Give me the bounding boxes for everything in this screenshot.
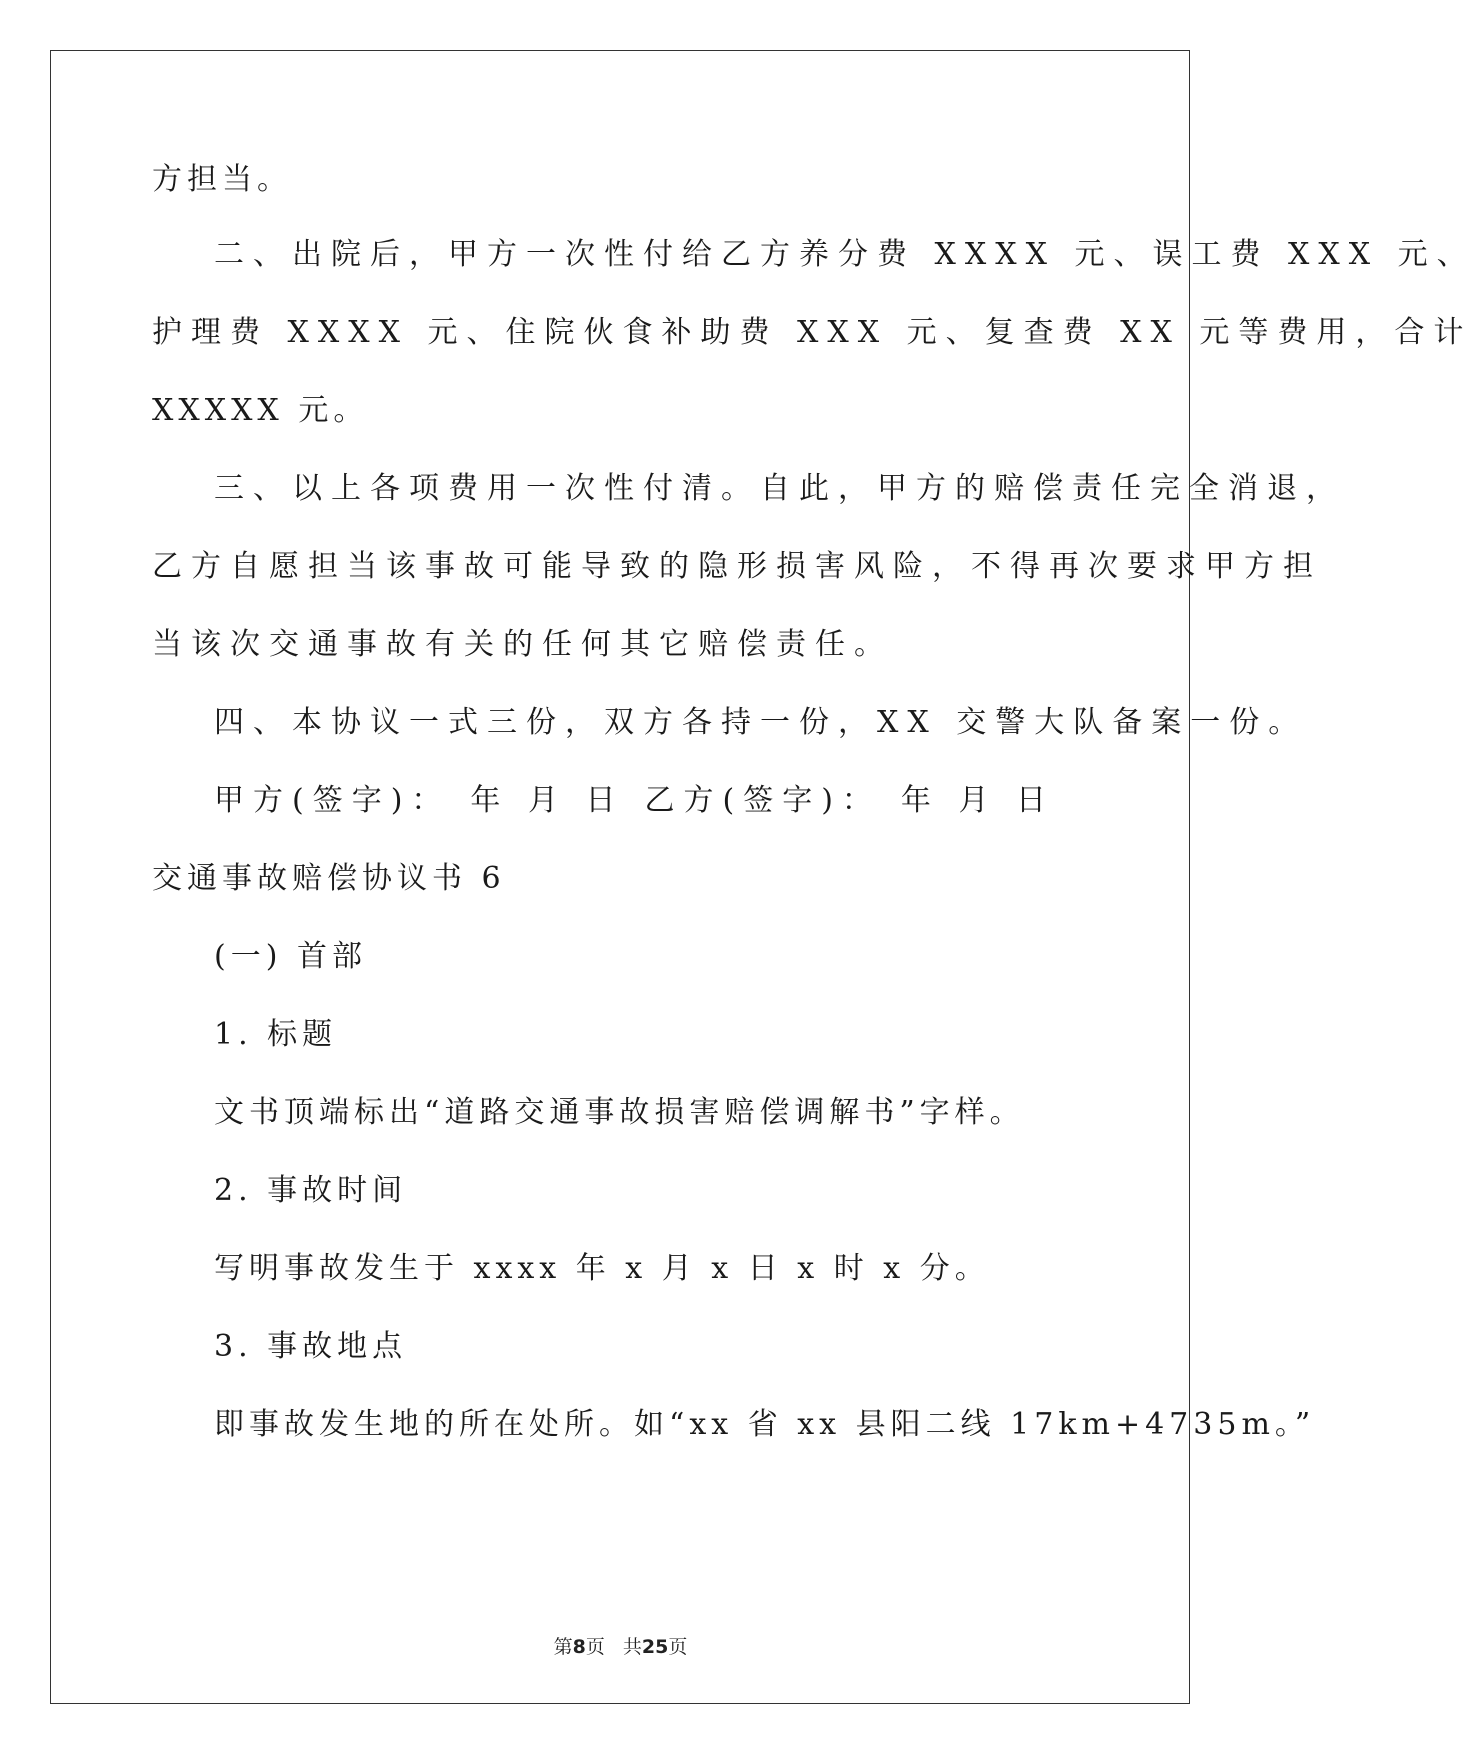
paragraph-line: 乙方自愿担当该事故可能导致的隐形损害风险，不得再次要求甲方担 xyxy=(152,549,1322,584)
paragraph-line: (一) 首部 xyxy=(214,939,367,974)
paragraph-line: 三、以上各项费用一次性付清。自此，甲方的赔偿责任完全消退， xyxy=(214,471,1345,506)
paragraph-line: XXXXX 元。 xyxy=(152,393,369,428)
paragraph-line: 即事故发生地的所在处所。如“xx 省 xx 县阳二线 17km+4735m。” xyxy=(214,1407,1316,1442)
paragraph-line: 3. 事故地点 xyxy=(214,1329,408,1364)
party-b-date: 年 月 日 xyxy=(900,783,1055,818)
paragraph-line: 1. 标题 xyxy=(214,1017,338,1052)
footer-prefix: 第 xyxy=(553,1636,573,1658)
paragraph-line: 护理费 XXXX 元、住院伙食补助费 XXX 元、复查费 XX 元等费用，合计 xyxy=(152,315,1473,350)
footer-total-prefix: 共 xyxy=(622,1636,642,1658)
party-a-signature-label: 甲方(签字)： xyxy=(214,783,451,818)
paragraph-line: 四、本协议一式三份，双方各持一份，XX 交警大队备案一份。 xyxy=(214,705,1308,740)
paragraph-line: 2. 事故时间 xyxy=(214,1173,408,1208)
paragraph-line: 方担当。 xyxy=(152,162,292,197)
party-a-date: 年 月 日 xyxy=(470,783,625,818)
paragraph-line: 二、出院后，甲方一次性付给乙方养分费 XXXX 元、误工费 XXX 元、 xyxy=(214,237,1476,272)
current-page-number: 8 xyxy=(572,1636,586,1658)
page-footer xyxy=(0,1632,1241,1659)
footer-total-suffix: 页 xyxy=(668,1636,688,1658)
paragraph-line: 写明事故发生于 xxxx 年 x 月 x 日 x 时 x 分。 xyxy=(214,1251,990,1286)
footer-page-word: 页 xyxy=(585,1636,605,1658)
party-b-signature-label: 乙方(签字)： xyxy=(644,783,881,818)
total-pages-number: 25 xyxy=(641,1636,669,1658)
paragraph-line: 文书顶端标出“道路交通事故损害赔偿调解书”字样。 xyxy=(214,1095,1025,1130)
signature-line xyxy=(214,781,1055,821)
paragraph-line: 当该次交通事故有关的任何其它赔偿责任。 xyxy=(152,627,893,662)
section-title: 交通事故赔偿协议书 6 xyxy=(152,861,506,896)
